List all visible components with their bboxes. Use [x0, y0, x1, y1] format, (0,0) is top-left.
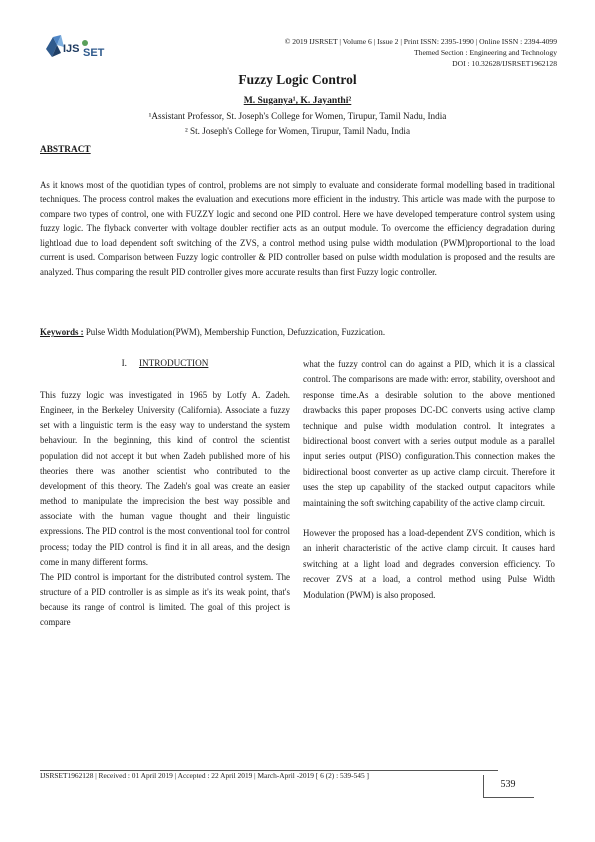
- intro-paragraph-1: This fuzzy logic was investigated in 1965 by Lotfy A. Zadeh. Engineer, in the Berkeley University (California). Associate a fuzzy set with a linguistic term is the easy way to understand the system behaviour. In the beginning, this kind of control the scientist population did not accept it but when Zadeh published more of his theories there was another scientist who contributed to the development of this theory. The Zadeh's goal was create an easier method to manipulate the imprecision the best way possible and associate with the human vague thought and their linguistic expressions. The PID control is the most conventional tool for control process; today the PID control is find it in all areas, and the design come in many different forms.: [40, 390, 290, 567]
- journal-meta: [285, 36, 557, 70]
- svg-text:SET: SET: [83, 47, 105, 59]
- meta-section-line: Themed Section : Engineering and Technology: [414, 48, 557, 58]
- affiliation-2: ² St. Joseph's College for Women, Tirupur, Tamil Nadu, India: [184, 126, 411, 136]
- intro-paragraph-3: what the fuzzy control can do against a PID, which it is a classical control. The comparisons are made with: error, stability, overshoot and response time.As a desirable solution to the above mentioned drawbacks this paper proposes DC-DC converts using active clamp technique and pulse width modulation control. It integrates a bidirectional boost convert with a series output module as a parallel input series output (PISO) configuration.This connection makes the bidirectional boost converter as up active clamp circuit. Therefore it uses the step up capability of the stacked output capacitors while maintaining the soft switching capability of the active clamp circuit.: [303, 359, 555, 508]
- affiliation-1: ¹Assistant Professor, St. Joseph's College for Women, Tirupur, Tamil Nadu, India: [148, 111, 447, 121]
- footer-citation: IJSRSET1962128 | Received : 01 April 2019 | Accepted : 22 April 2019 | March-April -2019 [ 6 (2) : 539-545 ]: [40, 771, 369, 780]
- journal-logo-graphic: [44, 31, 114, 61]
- meta-issue-line: © 2019 IJSRSET | Volume 6 | Issue 2 | Print ISSN: 2395-1990 | Online ISSN : 2394-4099: [284, 37, 557, 46]
- paper-title: Fuzzy Logic Control: [238, 72, 357, 87]
- abstract-heading: ABSTRACT: [40, 145, 91, 155]
- page-number: 539: [500, 779, 516, 790]
- svg-text:IJS: IJS: [63, 43, 80, 55]
- paper-authors: M. Suganya¹, K. Jayanthi²: [243, 95, 352, 106]
- journal-logo: [44, 31, 114, 61]
- section-title: INTRODUCTION: [138, 358, 209, 368]
- paragraph-gap: [303, 511, 555, 526]
- section-heading-introduction: [40, 358, 290, 368]
- keywords: [40, 325, 555, 339]
- right-column: [303, 357, 555, 603]
- left-column: [40, 388, 290, 631]
- intro-paragraph-4: However the proposed has a load-dependent ZVS condition, which is an inherit characteristic of the active clamp circuit. It causes hard switching at a light load and degrades conversion efficiency. To recover ZVS at a load, a control method using Pulse Width Modulation (PWM) is also proposed.: [303, 528, 555, 600]
- section-number: I.: [121, 358, 127, 368]
- keywords-list: Pulse Width Modulation(PWM), Membership Function, Defuzzication, Fuzzication.: [83, 327, 386, 337]
- intro-paragraph-2: The PID control is important for the distributed control system. The structure of a PID controller is as simple as it's its weak point, that's because its range of control is limited. The goal of this project is compare: [40, 571, 290, 628]
- keywords-label: Keywords :: [40, 327, 84, 337]
- meta-doi-line: DOI : 10.32628/IJSRSET1962128: [452, 59, 557, 69]
- abstract-body: As it knows most of the quotidian types of control, problems are not simply to evaluate and considerate formal modelling based in traditional techniques. The process control makes the evaluation and executions more efficient in the industry. This article was made with the purpose to compare two types of control, one with FUZZY logic and second one PID control. Here we have developed temperature control system using fuzzy logic. The flyback converter with voltage doubler rectifier acts as an output module. To overcome the efficiency degradation during lightload due to load dependent soft switching of the ZVS, a control method using pulse width modulation (PWM)proportional to the load current is used. Comparison between Fuzzy logic controller & PID controller based on pulse width modulation is proposed and the results are analyzed. Thus comparing the result PID controller gives more accurate results than first Fuzzy logic controller.: [40, 180, 555, 277]
